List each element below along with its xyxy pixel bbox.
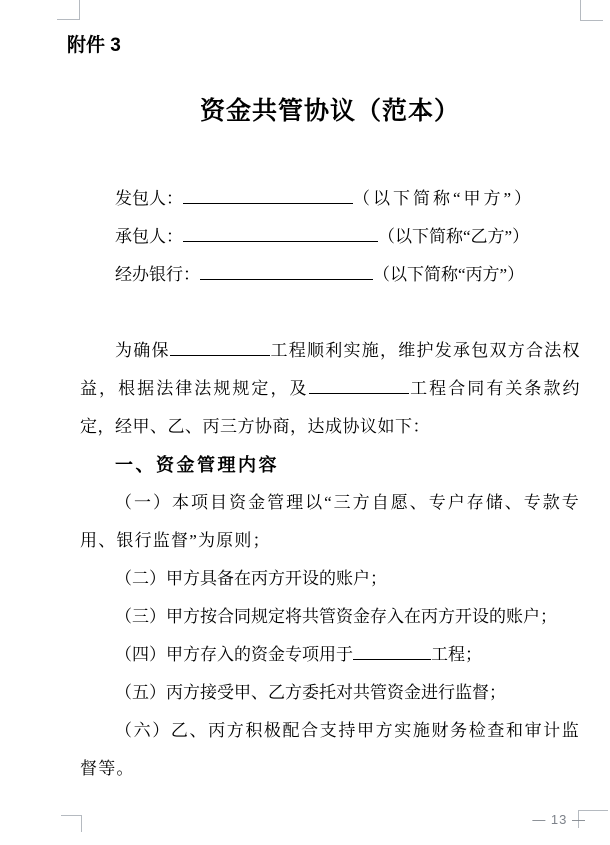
clause-item-4-pre: （四）甲方存入的资金专项用于 <box>115 645 353 664</box>
clause-item-3: （三）甲方按合同规定将共管资金存入在丙方开设的账户； <box>115 607 557 626</box>
party-suffix-contractor: （以下简称“乙方”） <box>378 227 530 246</box>
blank-underline <box>183 186 353 204</box>
preamble-seg2: 工程顺利实施，维护发承包双方合法权益，根据法律法规规定，及 <box>80 341 580 398</box>
margin-crop-mark-bottom-left <box>61 815 82 832</box>
page-number: — 13 — <box>532 812 586 827</box>
section-heading: 一、资金管理内容 <box>115 455 279 475</box>
blank-underline <box>183 224 378 242</box>
party-label-bank: 经办银行： <box>115 265 200 284</box>
party-label-contractor: 承包人： <box>115 227 183 246</box>
party-line-employer <box>80 180 580 218</box>
document-title: 资金共管协议（范本） <box>199 97 460 125</box>
blank-underline <box>309 376 409 394</box>
clause-item-6: （六）乙、丙方积极配合支持甲方实施财务检查和审计监督等。 <box>80 721 580 778</box>
parties-block <box>80 180 580 294</box>
party-label-employer: 发包人： <box>115 189 183 208</box>
party-suffix-employer: （以下简称“甲方”） <box>353 189 535 208</box>
attachment-label: 附件 3 <box>67 35 121 56</box>
clause-item-4-post: 工程； <box>431 645 482 664</box>
clause-item-2: （二）甲方具备在丙方开设的账户； <box>115 569 387 588</box>
party-line-bank <box>80 256 580 294</box>
margin-crop-mark-top-left <box>57 0 80 20</box>
preamble-seg1: 为确保 <box>115 341 170 360</box>
clause-item-5: （五）丙方接受甲、乙方委托对共管资金进行监督； <box>115 683 506 702</box>
party-suffix-bank: （以下简称“丙方”） <box>373 265 525 284</box>
document-body <box>80 332 580 788</box>
party-line-contractor <box>80 218 580 256</box>
preamble-paragraph <box>80 332 580 446</box>
clause-item-1: （一）本项目资金管理以“三方自愿、专户存储、专款专用、银行监督”为原则； <box>80 493 580 550</box>
blank-underline <box>170 338 270 356</box>
blank-underline <box>353 642 431 660</box>
clause-item-4 <box>80 636 580 674</box>
preamble-seg3: 工程合同有关条款约定，经甲、乙、丙三方协商，达成协议如下： <box>80 379 581 436</box>
blank-underline <box>200 262 373 280</box>
margin-crop-mark-top-right <box>580 0 603 21</box>
